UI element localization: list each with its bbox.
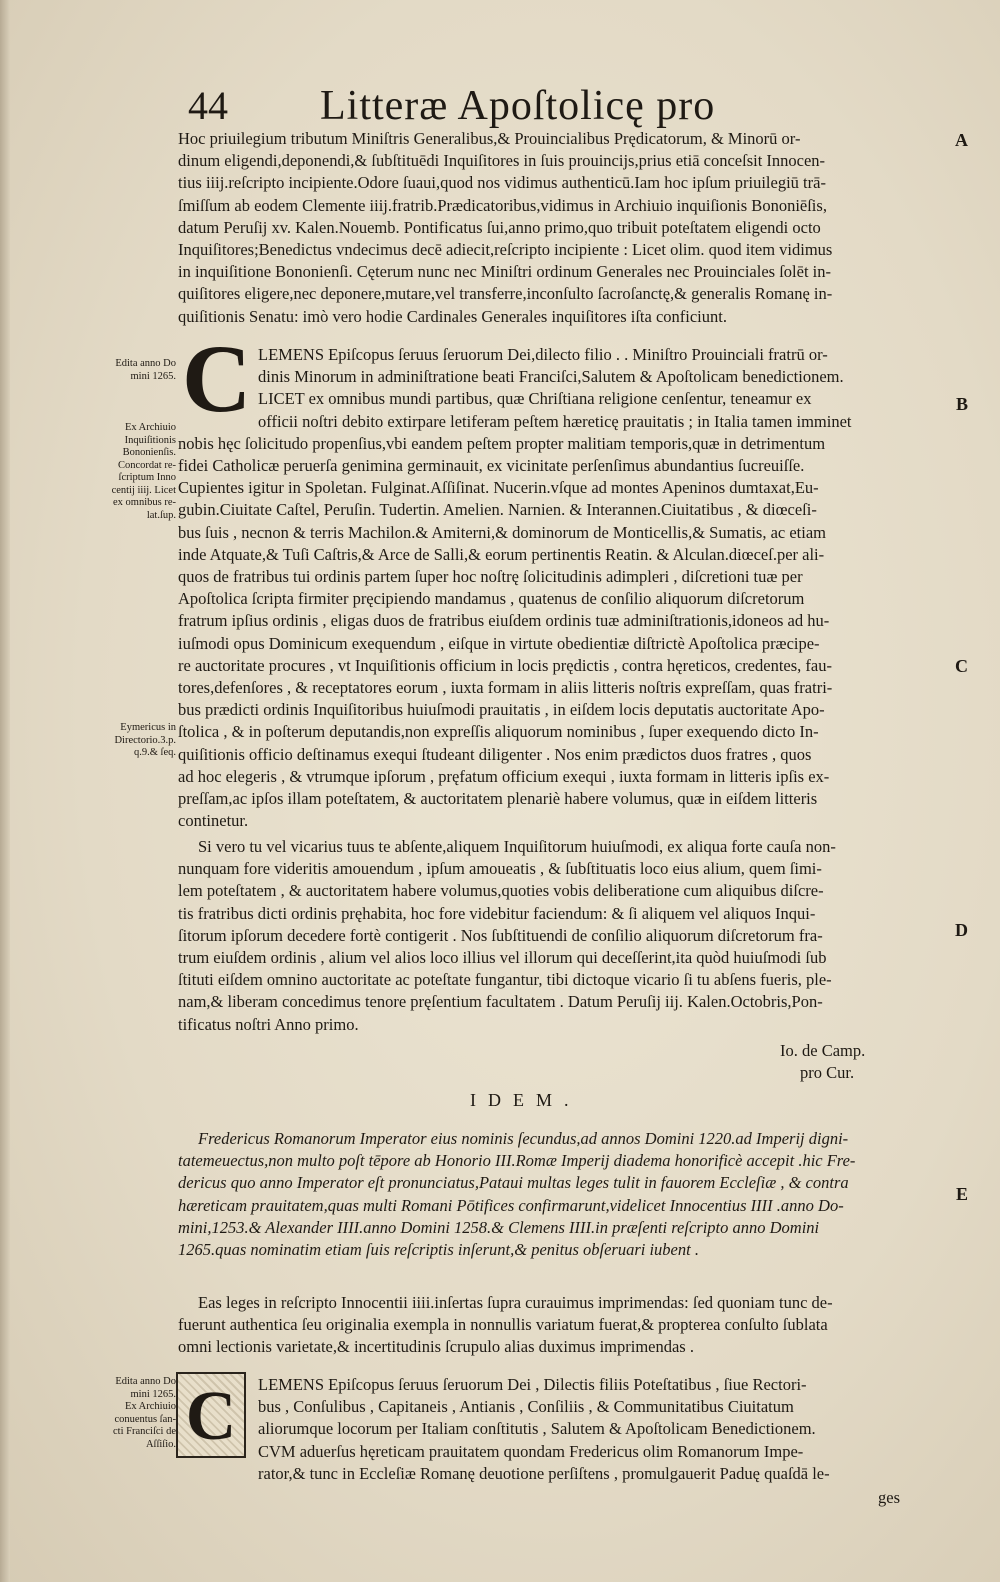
note-line: lat.ſup. [146,509,176,521]
text-line: datum Peruſij xv. Kalen.Nouemb. Pontificatus ſui,anno primo,quo tribuit poteſtatem eligendi octo [178,217,821,237]
drop-cap-letter: C [185,1378,237,1455]
text-line: preſſam,ac ipſos illam poteſtatem, & auctoritatem plenariè habere volumus, quæ in eiſdem litteris [178,789,818,808]
note-line: q.9.& ſeq. [134,747,176,758]
catchword: ges [878,1488,900,1507]
page-number: 44 [188,83,228,128]
text-line: bus prædicti ordinis Inquiſitoribus huiuſmodi prauitatis , in eiſdem locis deputatis auctoritate Apo- [178,700,825,720]
text-line: dericus quo anno Imperator eſt pronunciatus,Pataui multas leges tulit in fauorem Eccleſiæ , & contra [178,1173,849,1193]
note-line: Ex Archiuio [124,1401,176,1412]
signature [780,1040,920,1084]
note-line: Edita anno Do [115,1376,176,1387]
text-line: inde Atquate,& Tuſi Caſtris,& Arce de Salli,& eorum pertinentis Reatin. & Alculan.diœceſ.per ali- [178,544,825,564]
bull-1-second-paragraph [178,836,938,1036]
section-letter-c: C [955,656,968,676]
text-line: continetur. [178,811,249,831]
note-line: Directorio.3.p. [114,734,176,746]
frederick-note [178,1128,938,1261]
text-line: omni lectionis varietate,& incertitudinis ſcrupulo alias duximus imprimendas . [178,1337,694,1357]
text-line: 1265.quas nominatim etiam ſuis reſcriptis inſerunt,& penitus obſeruari iubent . [178,1240,699,1260]
section-letter-d: D [955,920,968,940]
note-line: ex omnibus re- [113,497,176,508]
note-line: mini 1265. [130,370,176,382]
signature-line: pro Cur. [800,1063,855,1082]
drop-cap: C [182,325,252,432]
text-line: gubin.Ciuitate Caſtel, Peruſin. Tudertin. Amelien. Narnien. & Interannen.Ciuitatibus , & diœceſi- [178,500,817,520]
text-line: ſitorum ipſorum decedere fortè contigerit . Nos ſubſtituendi de conſilio aliquorum diſcretorum fra- [178,925,823,945]
text-line: nam,& liberam concedimus tenore pręſentium facultatem . Datum Peruſij iij. Kalen.Octobris,Pon- [178,992,823,1012]
text-line: tius iiij.reſcripto incipiente.Odore ſuaui,quod nos vidimus authenticū.Iam hoc ipſum priuilegiū trā- [178,173,826,193]
note-line: Bononienſis. [122,447,176,458]
note-line: Aſſiſio. [145,1438,176,1450]
text-line: re auctoritate procures , vt Inquiſitionis officium in locis prędictis , contra hęreticos, credentes, fau- [178,655,832,675]
text-line: nobis hęc ſolicitudo propenſius,vbi eandem peſtem propter malitiam temporis,quæ in detrimentum [178,433,826,453]
bull-1-continued [178,788,938,832]
bull-2-text [178,1374,938,1485]
section-letter-a: A [955,130,968,150]
eas-leges-note [178,1292,938,1359]
text-line: aliorumque locorum per Italiam conſtitutis , Salutem & Apoſtolicam Benedictionem. [258,1419,816,1439]
bull-1-text [178,325,938,788]
text-line: LEMENS Epiſcopus ſeruus ſeruorum Dei , Dilectis filiis Poteſtatibus , ſiue Rectori- [258,1375,807,1394]
idem-heading: IDEM. [470,1090,581,1110]
margin-note-archiuio [80,422,176,522]
section-letter-b: B [955,394,968,414]
text-line: bus , Conſulibus , Capitaneis , Antianis , Conſiliis , & Communitatibus Ciuitatum [258,1397,794,1417]
margin-note-assisio [80,1376,176,1451]
text-line: quiſitionis Senatu: imò vero hodie Cardinales Generales inquiſitores iſta conficiunt. [178,306,727,326]
note-line: cti Franciſci de [113,1426,176,1437]
text-line: LICET ex omnibus mundi partibus, quæ Chriſtiana religione cenſentur, teneamur ex [258,389,812,409]
text-line: ad hoc elegeris , & vtrumque ipſorum , pręfatum officium exequi , iuxta formam in litteris ipſis ex- [178,766,830,786]
signature-line: Io. de Camp. [780,1041,866,1060]
text-line: Eas leges in reſcripto Innocentii iiii.inſertas ſupra curauimus imprimendas: ſed quoniam tunc de- [198,1293,833,1312]
text-line: lem poteſtatem , & auctoritatem habere volumus,quoties vobis deliberatione cum aliquibus diſcre- [178,881,824,901]
note-line: ſcriptum Inno [118,472,176,483]
text-line: Fredericus Romanorum Imperator eius nominis ſecundus,ad annos Domini 1220.ad Imperij digni- [198,1129,849,1148]
text-line: tis fratribus dicti ordinis pręhabita, hoc fore videbitur faciendum: & ſi aliquem vel aliquos Inqui- [178,903,816,923]
text-line: Apoſtolica ſcripta firmiter pręcipiendo mandamus , quatenus de conſilio aliquorum diſcretorum [178,589,805,609]
text-line: iuſmodi opus Dominicum exequendum , eiſque in virtute obedientiæ diſtrictè Apoſtolica præcipe- [178,633,820,653]
text-line: tificatus noſtri Anno primo. [178,1014,359,1034]
text-line: CVM aduerſus hęreticam prauitatem quondam Fredericus olim Romanorum Impe- [258,1441,804,1461]
text-line: in inquiſitione Bononienſi. Cęterum nunc nec Miniſtri ordinum Generales nec Prouinciales ſolēt in- [178,262,831,282]
text-line: hæreticam prauitatem,quas multi Romani Pōtifices confirmarunt,videlicet Innocentius IIII .anno Do- [178,1195,844,1215]
section-letter-e: E [955,1184,968,1204]
text-line: mini,1253.& Alexander IIII.anno Domini 1258.& Clemens IIII.in præſenti reſcripto anno Domini [178,1217,820,1237]
note-line: conuentus ſan- [114,1413,176,1425]
text-line: fuerunt authentica ſeu originalia exempla in nonnullis variatum fuerat,& propterea conſulto ſublata [178,1315,828,1335]
text-line: fidei Catholicæ peruerſa genimina germinauit, ex vicinitate perſenſimus abundantius ſucreuiſſe. [178,456,805,476]
text-line: quiſitionis officio deſtinamus exequi ſtudeant diligenter . Nos enim prædictos duos fratres , quos [178,744,812,764]
text-line: dinis Minorum in adminiſtratione beati Franciſci,Salutem & Apoſtolicam benedictionem. [258,367,844,387]
note-line: Edita anno Do [115,358,176,369]
margin-note-edita [80,358,176,383]
text-line: trum eiuſdem ordinis , alium vel alios loco illius vel illorum qui deceſſerint,ita quòd huiuſmodi ſub [178,948,827,968]
note-line: centij iiij. Licet [111,484,176,496]
text-line: Si vero tu vel vicarius tuus te abſente,aliquem Inquiſitorum huiuſmodi, ex aliqua forte cauſa non- [198,837,836,856]
running-title: Litteræ Apoſtolicę pro [320,83,716,129]
text-line: rator,& tunc in Eccleſiæ Romanę deuotione perſiſtens , promulgauerit Paduę quaſdā le- [258,1463,830,1483]
text-line: ſmiſſum ab eodem Clemente iiij.fratrib.Prædicatoribus,vidimus in Archiuio inquiſionis Bononiēſis, [178,195,827,215]
book-gutter [0,0,10,1582]
intro-paragraph [178,128,938,328]
text-line: bus ſuis , necnon & terris Machilon.& Amiterni,& dominorum de Monticellis,& Sumatis, ac etiam [178,522,826,542]
text-line: Hoc priuilegium tributum Miniſtris Generalibus,& Prouincialibus Prędicatorum, & Minorū or- [178,129,801,148]
text-line: fratrum ipſius ordinis , eligas duos de fratribus eiuſdem ordinis tuæ adminiſtrationis,idoneos ad hu- [178,611,830,631]
text-line: nunquam fore videritis amouendum , ipſum amoueatis , & ſubſtituatis loco eius alium, quem ſimi- [178,859,822,879]
text-line: quiſitores eligere,nec deponere,mutare,vel transferre,inconſulto ſacroſanctę,& generalis Romanę in- [178,284,833,304]
text-line: LEMENS Epiſcopus ſeruus ſeruorum Dei,dilecto filio . . Miniſtro Prouinciali fratrū or- [258,345,828,364]
text-line: officii noſtri debito extirpare letiferam peſtem hæreticę prauitatis ; in Italia tamen imminet [258,411,852,431]
note-line: Ex Archiuio [124,422,176,433]
note-line: Eymericus in [120,722,176,733]
text-line: ſtituti eiſdem omnino auctoritate ac poteſtate fungantur, tibi dictoque vicario ſi tu abſens fueris, ple- [178,970,832,990]
text-line: Cupientes igitur in Spoletan. Fulginat.Aſſiſinat. Nucerin.vſque ad montes Apeninos dumtaxat,Eu- [178,478,819,498]
note-line: Concordat re- [117,459,176,471]
note-line: mini 1265. [130,1388,176,1400]
margin-note-eymericus [80,722,176,760]
text-line: Inquiſitores;Benedictus vndecimus decē adiecit,reſcripto incipiente : Licet olim. quod item vidimus [178,240,833,260]
text-line: quos de fratribus tui ordinis partem ſuper hoc noſtrę ſolicitudinis adimpleri , diſcretioni tuæ per [178,567,803,587]
text-line: tatemeuectus,non multo poſt tēpore ab Honorio III.Romæ Imperij diadema honorificè accepit .hic Fre- [178,1151,856,1171]
text-line: dinum eligendi,deponendi,& ſubſtituēdi Inquiſitores in ſuis prouincijs,prius etiā conceſsit Innocen- [178,151,826,171]
note-line: Inquiſitionis [124,434,176,446]
text-line: tores,defenſores , & receptatores eorum , iuxta formam in aliis litteris noſtris expreſſam, quas fratri- [178,678,833,698]
text-line: ſtolica , & in poſterum deputandis,non expreſſis aliquorum nominibus , ſuper exequendo dicto In- [178,722,819,742]
